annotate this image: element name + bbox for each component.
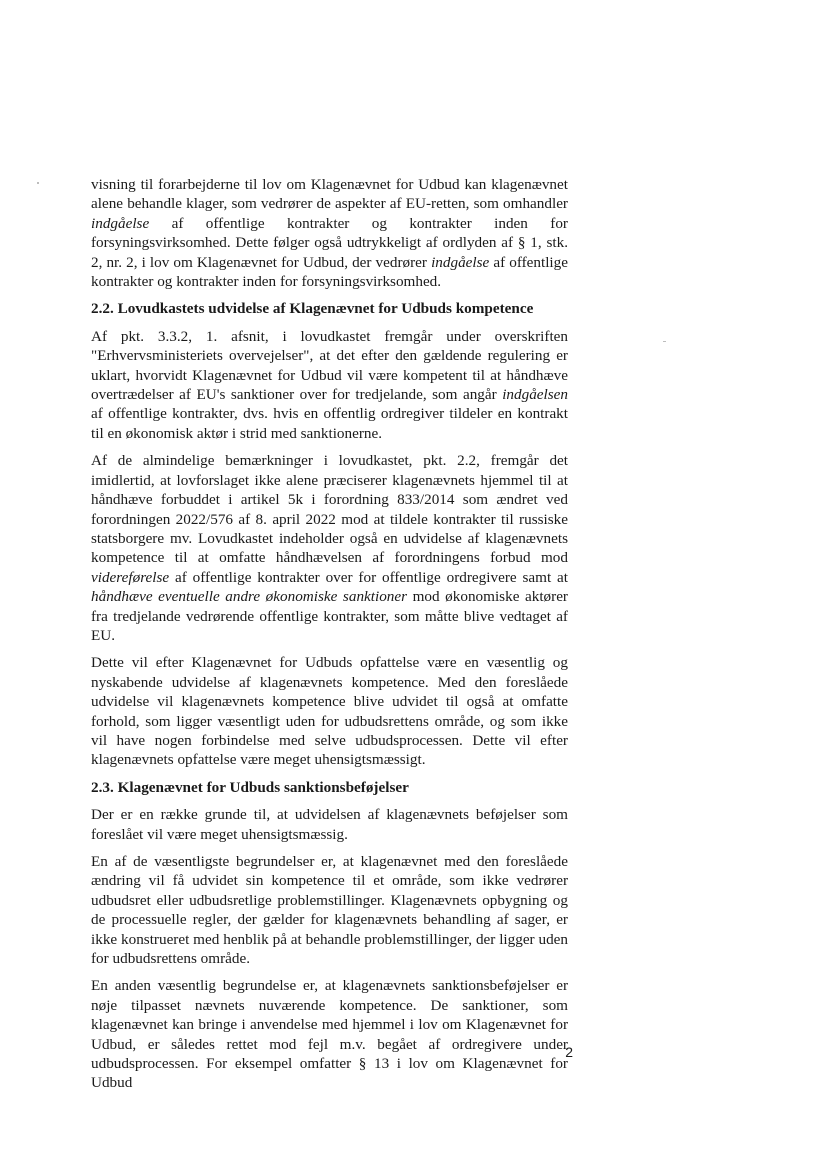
paragraph: visning til forarbejderne til lov om Klagenævnet for Udbud kan klagenævnet alene behandle klager, som vedrører de aspekter af EU-retten, som omhandler indgåelse af offentlige kontrakter og kontrakter inden for forsyningsvirksomhed. Dette følger også udtrykkeligt af ordlyden af § 1, stk. 2, nr. 2, i lov om Klagenævnet for Udbud, der vedrører indgåelse af offentlige kontrakter og kontrakter inden for forsyningsvirksomhed. <box>91 176 568 291</box>
paragraph: Af de almindelige bemærkninger i lovudkastet, pkt. 2.2, fremgår det imidlertid, at lovforslaget ikke alene præciserer klagenævnets hjemmel til at håndhæve forbuddet i artikel 5k i forordning 833/2014 som ændret ved forordningen 2022/576 af 8. april 2022 mod at tildele kontrakter til russiske statsborgere mv. Lovudkastet indeholder også en udvidelse af klagenævnets kompetence til at omfatte håndhævelsen af forordningens forbud mod videreførelse af offentlige kontrakter over for offentlige ordregivere samt at håndhæve eventuelle andre økonomiske sanktioner mod økonomiske aktører fra tredjelande vedrørende offentlige kontrakter, som måtte blive vedtaget af EU. <box>91 452 568 644</box>
paragraph: Af pkt. 3.3.2, 1. afsnit, i lovudkastet fremgår under overskriften "Erhvervsministeriets overvejelser", at det efter den gældende regulering er uklart, hvorvidt Klagenævnet for Udbud vil være kompetent til at håndhæve overtrædelser af EU's sanktioner over for tredjelande, som angår indgåelsen af offentlige kontrakter, dvs. hvis en offentlig ordregiver tildeler en kontrakt til en økonomisk aktør i strid med sanktionerne. <box>91 327 568 442</box>
paragraph: En af de væsentligste begrundelser er, at klagenævnet med den foreslåede ændring vil få udvidet sin kompetence til et område, som ikke vedrører udbudsret eller udbudsretlige problemstillinger. Klagenævnets opbygning og de processuelle regler, der gælder for klagenævnets behandling af sager, er ikke konstrueret med henblik på at behandle problemstillinger, der ligger uden for udbudsrettens område. <box>91 853 568 968</box>
section-heading: 2.3. Klagenævnet for Udbuds sanktionsbeføjelser <box>91 778 409 796</box>
scan-speck <box>37 182 39 184</box>
paragraph: Dette vil efter Klagenævnet for Udbuds opfattelse være en væsentlig og nyskabende udvidelse af klagenævnets kompetence. Med den foreslåede udvidelse vil klagenævnets kompetence blive udvidet til også at omfatte forhold, som ligger væsentligt uden for udbudsrettens område, og som ikke vil have nogen forbindelse med selve udbudsprocessen. Dette vil efter klagenævnets opfattelse være meget uhensigtsmæssigt. <box>91 654 568 769</box>
scan-speck <box>663 341 666 342</box>
document-body <box>91 175 568 1101</box>
section-heading: 2.2. Lovudkastets udvidelse af Klagenævnet for Udbuds kompetence <box>91 300 534 318</box>
paragraph: En anden væsentlig begrundelse er, at klagenævnets sanktionsbeføjelser er nøje tilpasset nævnets nuværende kompetence. De sanktioner, som klagenævnet kan bringe i anvendelse med hjemmel i lov om Klagenævnet for Udbud, er således rettet mod fejl m.v. begået af ordregivere under udbudsprocessen. For eksempel omfatter § 13 i lov om Klagenævnet for Udbud <box>91 977 568 1092</box>
paragraph: Der er en række grunde til, at udvidelsen af klagenævnets beføjelser som foreslået vil være meget uhensigtsmæssig. <box>91 806 568 843</box>
page-number: 2 <box>565 1044 573 1060</box>
